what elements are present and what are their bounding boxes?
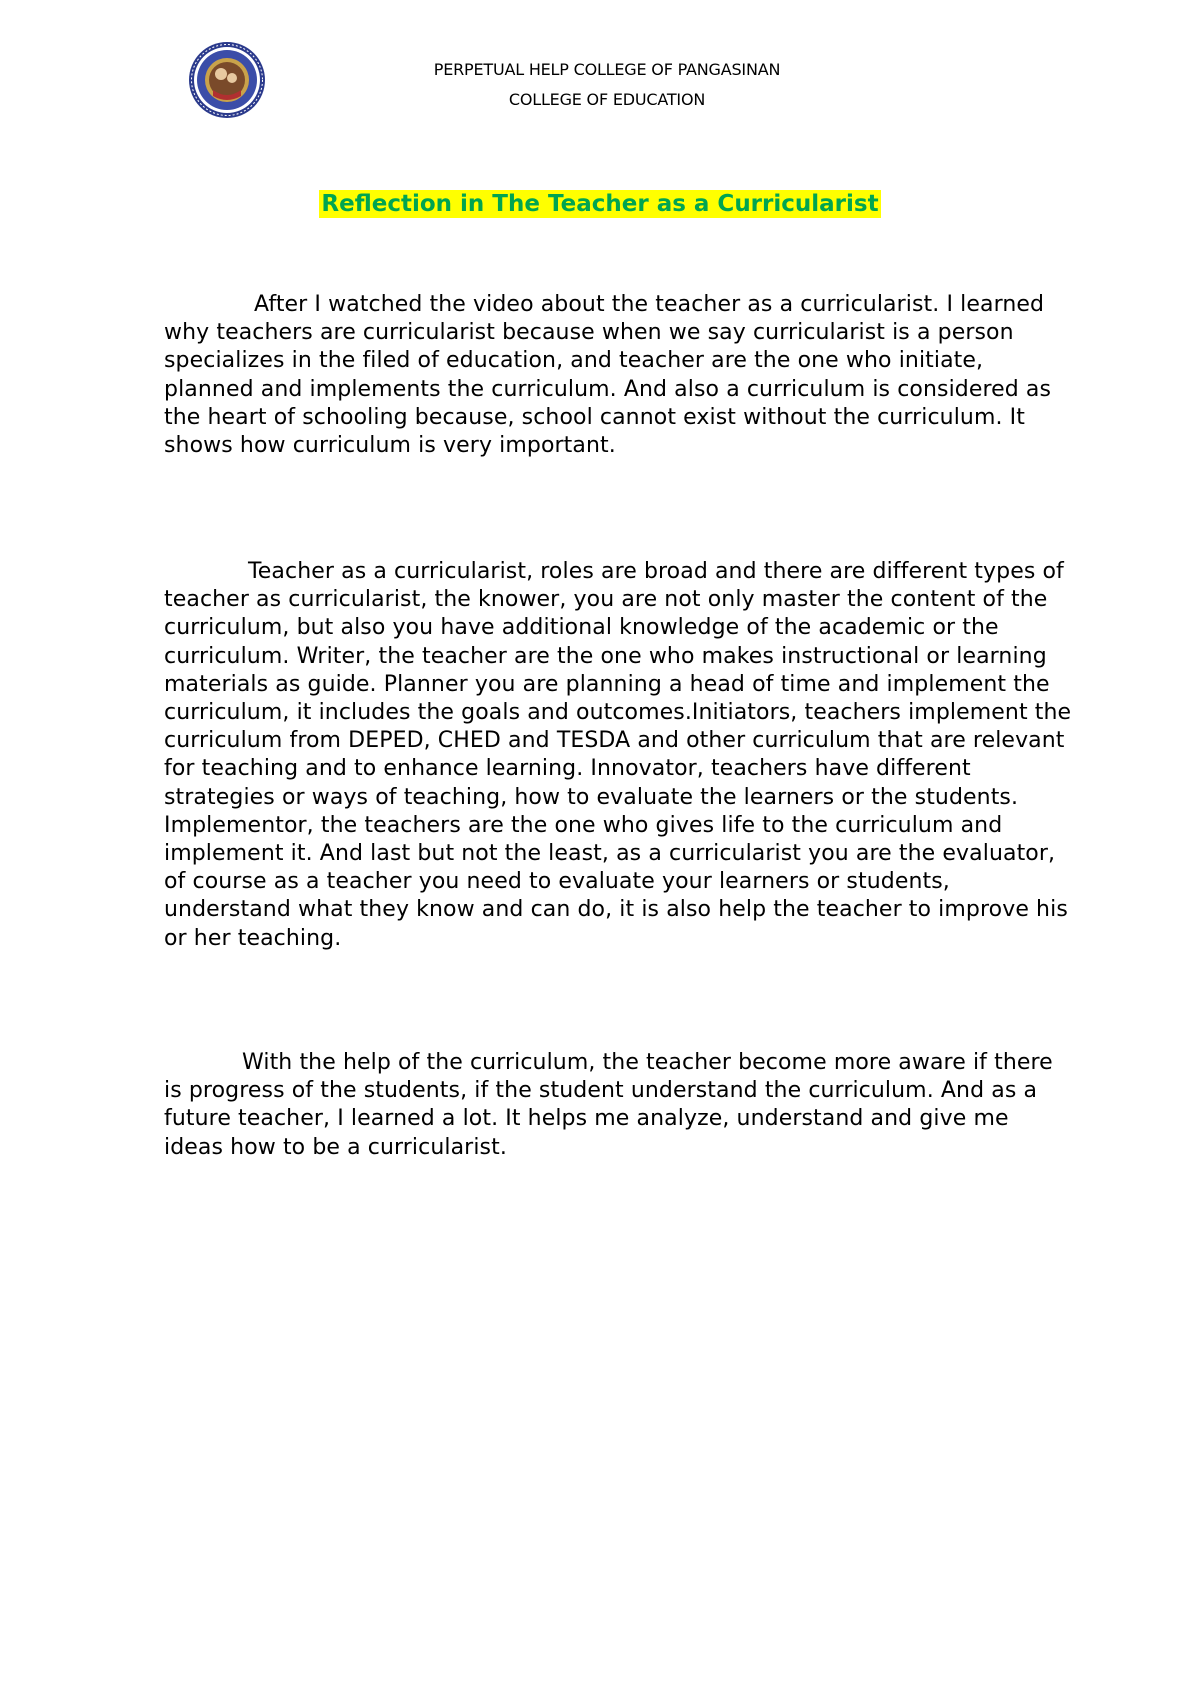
department-name: COLLEGE OF EDUCATION	[508, 90, 706, 109]
title-container	[0, 190, 1200, 218]
institution-name: PERPETUAL HELP COLLEGE OF PANGASINAN	[433, 60, 781, 79]
paragraph-3: With the help of the curriculum, the teacher become more aware if there is progress of the students, if the student understand the curriculum. And as a future teacher, I learned a lot. It helps me analyze, understand and give me ideas how to be a curricularist.	[164, 1050, 1053, 1160]
paragraph-1: After I watched the video about the teacher as a curricularist. I learned why teachers are curricularist because when we say curricularist is a person specializes in the filed of education, and teacher are the one who initiate, planned and implements the curriculum. And also a curriculum is considered as the heart of schooling because, school cannot exist without the curriculum. It shows how curriculum is very important.	[164, 292, 1052, 459]
paragraph-2: Teacher as a curricularist, roles are broad and there are different types of teacher as curricularist, the knower, you are not only master the content of the curriculum, but also you have additional knowledge of the academic or the curriculum. Writer, the teacher are the one who makes instructional or learning materials as guide. Planner you are planning a head of time and implement the curriculum, it includes the goals and outcomes.Initiators, teachers implement the curriculum from DEPED, CHED and TESDA and other curriculum that are relevant for teaching and to enhance learning. Innovator, teachers have different strategies or ways of teaching, how to evaluate the learners or the students. Implementor, the teachers are the one who gives life to the curriculum and implement it. And last but not the least, as a curricularist you are the evaluator, of course as a teacher you need to evaluate your learners or students, understand what they know and can do, it is also help the teacher to improve his or her teaching.	[164, 559, 1072, 951]
document-title: Reflection in The Teacher as a Curricularist	[321, 191, 879, 217]
